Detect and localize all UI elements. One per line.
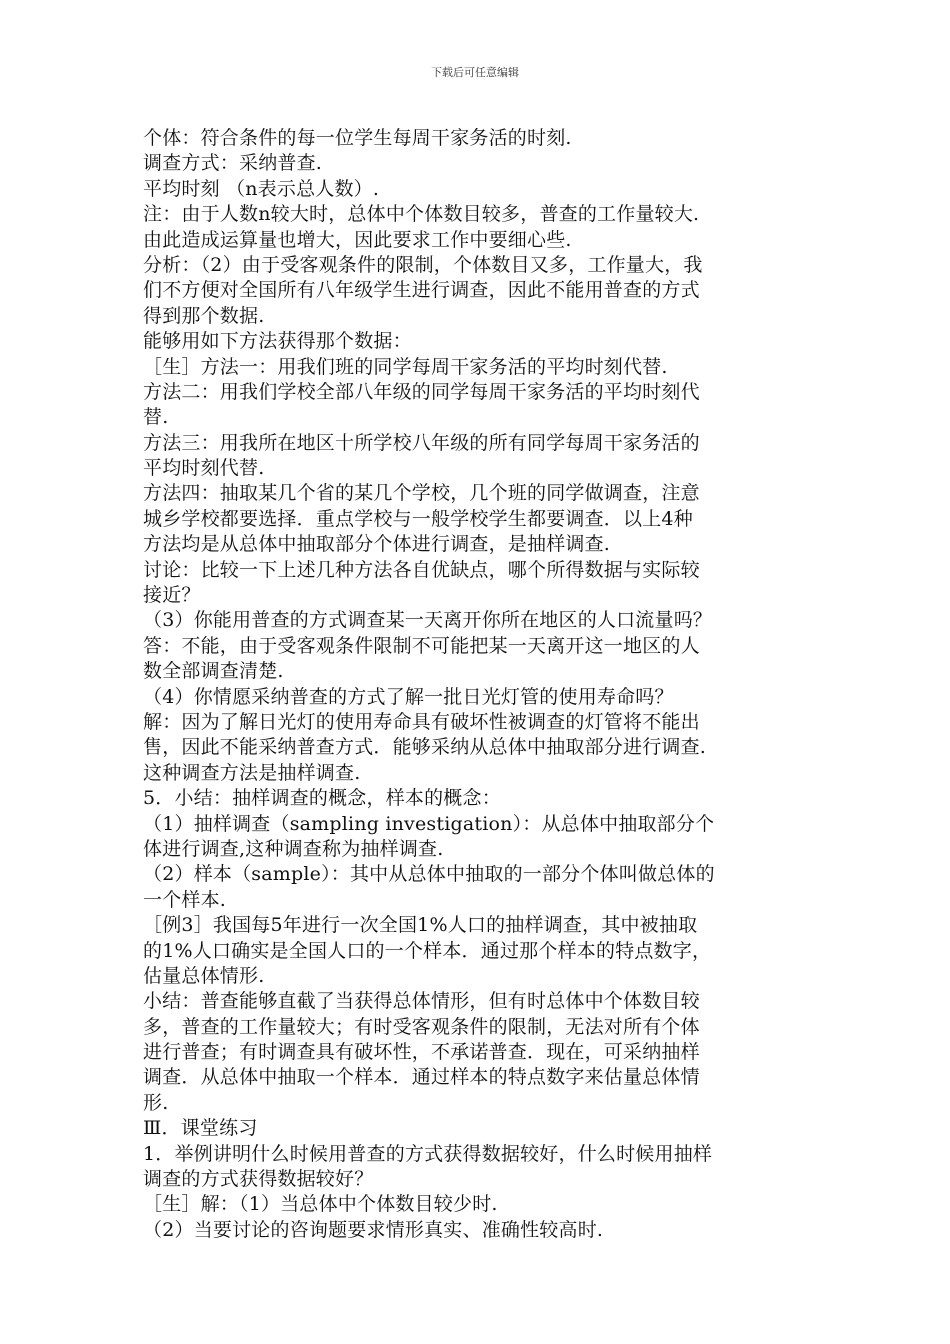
text-line: 售，因此不能采纳普查方式．能够采纳从总体中抽取部分进行调查. (143, 736, 707, 759)
text-line: 多，普查的工作量较大；有时受客观条件的限制，无法对所有个体 (143, 1015, 700, 1038)
text-line: 接近？ (143, 584, 201, 607)
text-line: 调查．从总体中抽取一个样本．通过样本的特点数字来估量总体情 (143, 1066, 700, 1089)
section-heading: Ⅲ．课堂练习 (143, 1117, 258, 1140)
text-line: 一个样本. (143, 888, 227, 911)
text-line: 注：由于人数n较大时，总体中个体数目较多，普查的工作量较大. (143, 203, 700, 226)
text-line: ［生］解：（1）当总体中个体数目较少时. (143, 1193, 498, 1216)
text-line: 替. (143, 406, 169, 429)
text-line: 讨论：比较一下上述几种方法各自优缺点，哪个所得数据与实际较 (143, 558, 700, 581)
text-line: 方法三：用我所在地区十所学校八年级的所有同学每周干家务活的 (143, 431, 700, 454)
text-line: ［例3］我国每5年进行一次全国1%人口的抽样调查，其中被抽取 (143, 914, 698, 937)
text-line: 们不方便对全国所有八年级学生进行调查，因此不能用普查的方式 (143, 279, 700, 302)
text-line: 答：不能，由于受客观条件限制不可能把某一天离开这一地区的人 (143, 634, 700, 657)
text-line: 这种调查方法是抽样调查. (143, 761, 361, 784)
text-line: 1．举例讲明什么时候用普查的方式获得数据较好，什么时候用抽样 (143, 1142, 713, 1165)
text-line: 方法四：抽取某几个省的某几个学校，几个班的同学做调查，注意 (143, 482, 700, 505)
text-line: 分析：（2）由于受客观条件的限制，个体数目又多，工作量大，我 (143, 253, 703, 276)
text-line: （2）样本（sample）：其中从总体中抽取的一部分个体叫做总体的 (143, 863, 715, 886)
text-line: 由此造成运算量也增大，因此要求工作中要细心些. (143, 228, 572, 251)
text-line: 调查方式：采纳普查. (143, 152, 323, 175)
text-line: （3）你能用普查的方式调查某一天离开你所在地区的人口流量吗？ (143, 609, 713, 632)
text-line: 城乡学校都要选择．重点学校与一般学校学生都要调查．以上4种 (143, 507, 693, 530)
text-line: 平均时刻 （n表示总人数）. (143, 177, 380, 200)
text-line: 能够用如下方法获得那个数据： (143, 330, 412, 353)
text-line: 形. (143, 1091, 169, 1114)
text-line: 进行普查；有时调查具有破坏性，不承诺普查．现在，可采纳抽样 (143, 1041, 700, 1064)
text-line: 估量总体情形. (143, 964, 265, 987)
text-line: 方法二：用我们学校全部八年级的同学每周干家务活的平均时刻代 (143, 380, 700, 403)
text-line: （4）你情愿采纳普查的方式了解一批日光灯管的使用寿命吗？ (143, 685, 674, 708)
text-line: 得到那个数据. (143, 304, 265, 327)
text-line: 方法均是从总体中抽取部分个体进行调查，是抽样调查. (143, 533, 611, 556)
text-line: 小结：普查能够直截了当获得总体情形，但有时总体中个体数目较 (143, 990, 700, 1013)
text-line: 体进行调查,这种调查称为抽样调查. (143, 837, 444, 860)
text-line: 数全部调查清楚. (143, 660, 284, 683)
text-line: 5．小结：抽样调查的概念，样本的概念： (143, 787, 501, 810)
page-header: 下载后可任意编辑 (431, 66, 519, 79)
text-line: （2）当要讨论的咨询题要求情形真实、准确性较高时. (143, 1218, 604, 1241)
text-line: 平均时刻代替. (143, 457, 265, 480)
text-line: （1）抽样调查（sampling investigation）：从总体中抽取部分个 (143, 812, 715, 835)
text-line: ［生］方法一：用我们班的同学每周干家务活的平均时刻代替. (143, 355, 668, 378)
text-line: 解：因为了解日光灯的使用寿命具有破坏性被调查的灯管将不能出 (143, 710, 700, 733)
document-body (143, 126, 813, 1243)
text-line: 个体：符合条件的每一位学生每周干家务活的时刻. (143, 127, 572, 149)
text-line: 调查的方式获得数据较好？ (143, 1168, 374, 1191)
text-line: 的1%人口确实是全国人口的一个样本．通过那个样本的特点数字， (143, 939, 712, 962)
